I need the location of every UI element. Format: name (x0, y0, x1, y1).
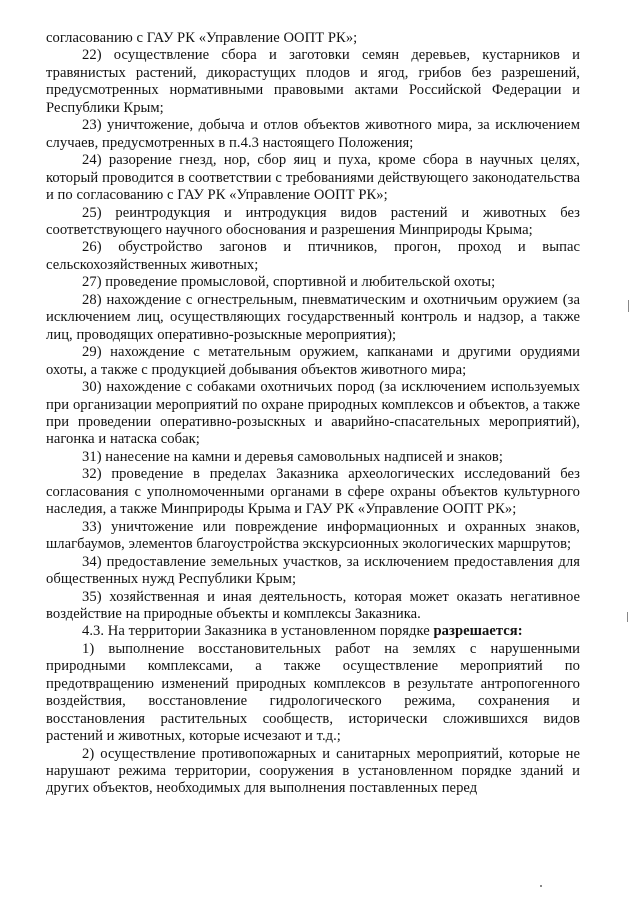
paragraph-item-23: 23) уничтожение, добыча и отлов объектов животного мира, за исключением случаев, предусмотренных в п.4.3 настоящего Положения; (46, 117, 580, 151)
section-4-3-heading (46, 623, 580, 640)
paragraph-item-32: 32) проведение в пределах Заказника археологических исследований без согласования с уполномоченными органами в сфере охраны объектов культурного наследия, а также Минприроды Крыма и ГАУ РК «Управление ООПТ РК»; (46, 466, 580, 518)
scan-mark-top-right (628, 300, 629, 312)
paragraph-item-24: 24) разорение гнезд, нор, сбор яиц и пуха, кроме сбора в научных целях, который проводится в соответствии с требованиями действующего законодательства и по согласованию с ГАУ РК «Управление ООПТ РК»; (46, 152, 580, 204)
paragraph-allowed-1: 1) выполнение восстановительных работ на землях с нарушенными природными комплексами, а также осуществление мероприятий по предотвращению изменений природных комплексов в результате антропогенного воздействия, восстановление гидрологического режима, сохранения и восстановления растительных сообществ, исторически сложившихся видов растений и животных, которые исчезают и т.д.; (46, 640, 580, 745)
paragraph-item-27: 27) проведение промысловой, спортивной и любительской охоты; (82, 274, 496, 291)
paragraph-item-25: 25) реинтродукция и интродукция видов растений и животных без соответствующего научного обоснования и разрешения Минприроды Крыма; (46, 204, 580, 238)
paragraph-item-22: 22) осуществление сбора и заготовки семян деревьев, кустарников и травянистых растений, дикорастущих плодов и ягод, грибов без разрешений, предусмотренных нормативными правовыми актами Российской Федерации и Республики Крым; (46, 47, 580, 116)
paragraph-item-33: 33) уничтожение или повреждение информационных и охранных знаков, шлагбаумов, элементов благоустройства экскурсионных экологических маршрутов; (46, 518, 580, 553)
scan-mark-right (627, 612, 628, 622)
paragraph-continuation: согласованию с ГАУ РК «Управление ООПТ РК»; (46, 30, 358, 46)
paragraph-allowed-2: 2) осуществление противопожарных и санитарных мероприятий, которые не нарушают режима территории, сооружения в установленном порядке зданий и других объектов, необходимых для выполнения поставленных перед (46, 745, 580, 797)
paragraph-item-28: 28) нахождение с огнестрельным, пневматическим и охотничьим оружием (за исключением лиц, осуществляющих государственный контроль и надзор, а также лиц, проводящих оперативно-розыскные мероприятия); (46, 291, 580, 343)
paragraph-item-26: 26) обустройство загонов и птичников, прогон, проход и выпас сельскохозяйственных животных; (46, 239, 580, 273)
section-4-3-text: 4.3. На территории Заказника в установленном порядке (82, 623, 434, 640)
paragraph-item-34: 34) предоставление земельных участков, за исключением предоставления для общественных нужд Республики Крым; (46, 553, 580, 588)
paragraph-item-29: 29) нахождение с метательным оружием, капканами и другими орудиями охоты, а также с продукцией добывания объектов животного мира; (46, 344, 580, 378)
scan-mark-bottom (540, 885, 542, 887)
paragraph-item-35: 35) хозяйственная и иная деятельность, которая может оказать негативное воздействие на природные объекты и комплексы Заказника. (46, 588, 580, 622)
paragraph-item-30: 30) нахождение с собаками охотничьих пород (за исключением используемых при организации мероприятий по охране природных комплексов и объектов, а также при проведении оперативно-розыскных и аварийно-спасательных мероприятий), нагонка и натаска собак; (46, 379, 580, 448)
section-4-3-bold-word: разрешается: (433, 623, 523, 640)
paragraph-item-31: 31) нанесение на камни и деревья самовольных надписей и знаков; (82, 448, 503, 465)
